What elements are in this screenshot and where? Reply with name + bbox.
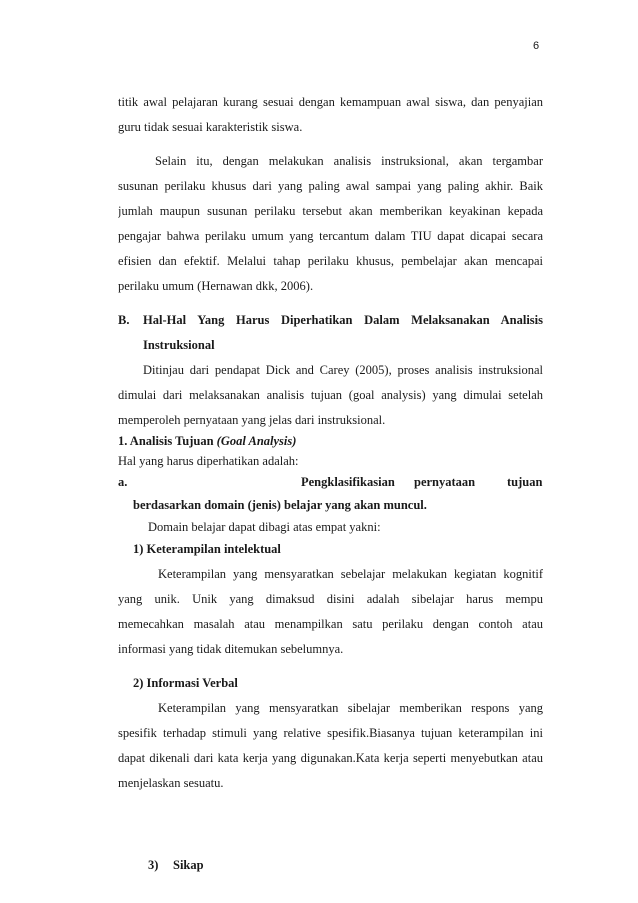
paragraph-line: efisien dan efektif. Melalui tahap perilaku khusus, pembelajar akan mencapai bbox=[118, 254, 543, 268]
paragraph-line: Hal yang harus diperhatikan adalah: bbox=[118, 454, 299, 468]
paragraph-line: Keterampilan yang mensyaratkan sibelajar memberikan respons yang bbox=[158, 701, 543, 715]
list-letter: a. bbox=[118, 475, 128, 489]
list-word: tujuan bbox=[507, 475, 543, 489]
list-item-number: 3) bbox=[148, 858, 159, 872]
list-line: berdasarkan domain (jenis) belajar yang akan muncul. bbox=[133, 498, 427, 512]
paragraph-line: Keterampilan yang mensyaratkan sebelajar melakukan kegiatan kognitif bbox=[158, 567, 543, 581]
paragraph-line: titik awal pelajaran kurang sesuai dengan kemampuan awal siswa, dan penyajian bbox=[118, 95, 543, 109]
paragraph-line: Domain belajar dapat dibagi atas empat yakni: bbox=[148, 520, 381, 534]
subheading bbox=[118, 433, 296, 449]
section-letter: B. bbox=[118, 313, 130, 327]
paragraph-line: dapat dikenali dari kata kerja yang digunakan.Kata kerja seperti menyebutkan atau bbox=[118, 751, 543, 765]
paragraph-line: perilaku umum (Hernawan dkk, 2006). bbox=[118, 279, 314, 293]
section-heading: Hal-Hal Yang Harus Diperhatikan Dalam Melaksanakan Analisis bbox=[143, 313, 543, 327]
subheading-text: 1. Analisis Tujuan bbox=[118, 434, 217, 448]
paragraph-line: Selain itu, dengan melakukan analisis instruksional, akan tergambar bbox=[155, 154, 543, 168]
paragraph-line: spesifik terhadap stimuli yang relative spesifik.Biasanya tujuan keterampilan ini bbox=[118, 726, 543, 740]
paragraph-line: informasi yang tidak ditemukan sebelumnya. bbox=[118, 642, 344, 656]
paragraph-line: susunan perilaku khusus dari yang paling awal sampai yang paling akhir. Baik bbox=[118, 179, 543, 193]
paragraph-line: dimulai dari melaksanakan analisis tujuan (goal analysis) yang dimulai setelah bbox=[118, 388, 543, 402]
list-item-heading: 1) Keterampilan intelektual bbox=[133, 542, 281, 556]
list-word: pernyataan bbox=[414, 475, 476, 489]
subheading-italic: (Goal Analysis) bbox=[216, 434, 297, 448]
paragraph-line: yang unik. Unik yang dimaksud disini adalah sibelajar harus mempu bbox=[118, 592, 543, 606]
paragraph-line: memecahkan masalah atau menampilkan satu perilaku dengan contoh atau bbox=[118, 617, 543, 631]
paragraph-line: guru tidak sesuai karakteristik siswa. bbox=[118, 120, 303, 134]
paragraph-line: pengajar bahwa perilaku umum yang tercantum dalam TIU dapat dicapai secara bbox=[118, 229, 543, 243]
paragraph-line: menjelaskan sesuatu. bbox=[118, 776, 224, 790]
section-heading: Instruksional bbox=[143, 338, 215, 352]
paragraph-line: jumlah maupun susunan perilaku tersebut akan memberikan keyakinan kepada bbox=[118, 204, 543, 218]
paragraph-line: Ditinjau dari pendapat Dick and Carey (2005), proses analisis instruksional bbox=[143, 363, 543, 377]
list-item-heading: Sikap bbox=[173, 858, 204, 872]
page-number: 6 bbox=[533, 40, 540, 52]
paragraph-line: memperoleh pernyataan yang jelas dari instruksional. bbox=[118, 413, 386, 427]
list-word: Pengklasifikasian bbox=[301, 475, 395, 489]
list-item-heading: 2) Informasi Verbal bbox=[133, 676, 238, 690]
